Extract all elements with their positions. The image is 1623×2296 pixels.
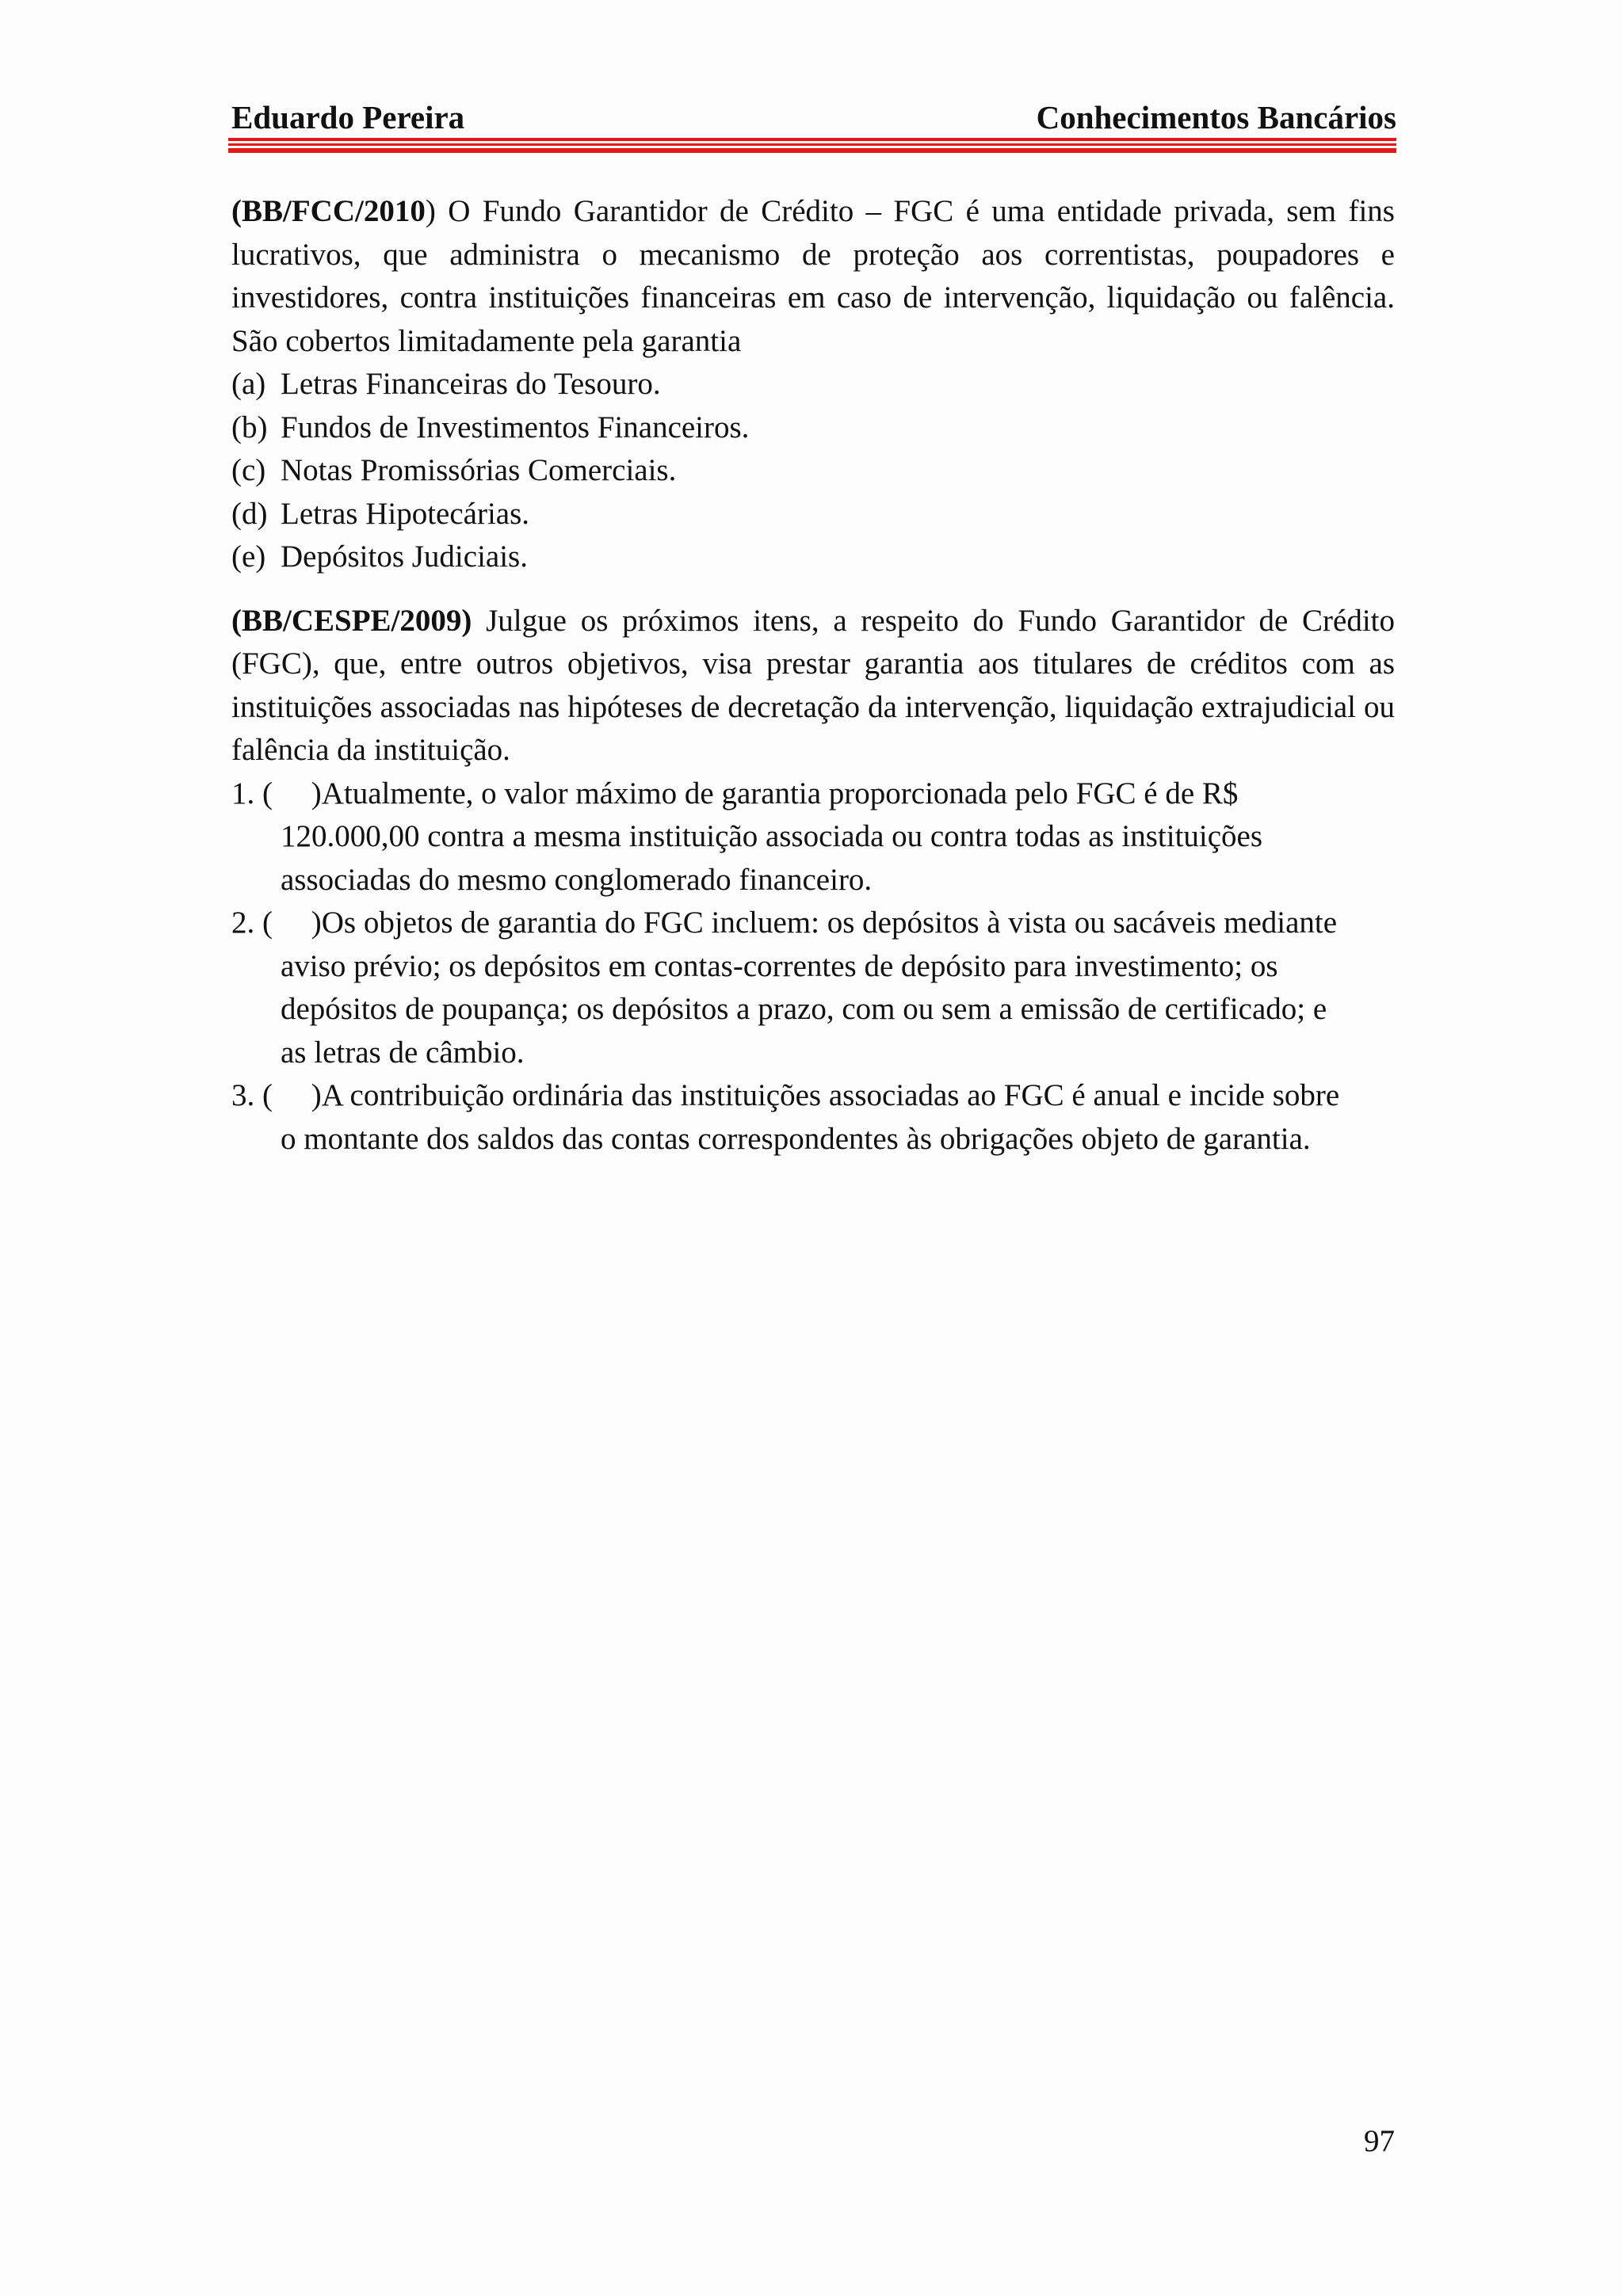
item-answer-blank: ) xyxy=(311,776,322,810)
option-letter: (d) xyxy=(231,496,268,531)
question-bb-cespe-2009 xyxy=(231,600,1395,1161)
item-number: 2. ( xyxy=(231,906,273,940)
item-number: 1. ( xyxy=(231,776,273,810)
page-number: 97 xyxy=(1364,2124,1395,2158)
option-letter: (b) xyxy=(231,410,268,444)
item-text: Os objetos de garantia do FGC incluem: os depósitos à vista ou sacáveis mediante aviso prévio; os depósitos em contas-correntes de depósito para investimento; os depósitos de poupança; os depósitos a prazo, com ou sem a emissão de certificado; e as letras de câmbio. xyxy=(281,906,1338,1070)
option-text: Depósitos Judiciais. xyxy=(281,540,528,574)
option-item xyxy=(231,363,1395,406)
option-text: Fundos de Investimentos Financeiros. xyxy=(281,410,750,444)
option-letter: (a) xyxy=(231,367,266,401)
option-letter: (e) xyxy=(231,540,266,574)
judgment-items xyxy=(231,772,1357,1161)
question-source: (BB/FCC/2010 xyxy=(231,194,426,228)
option-item xyxy=(231,536,1395,579)
page-content xyxy=(231,190,1395,1161)
item-answer-blank: ) xyxy=(311,1078,322,1112)
item-answer-blank: ) xyxy=(311,906,322,940)
option-text: Notas Promissórias Comerciais. xyxy=(281,453,677,487)
judgment-item xyxy=(231,902,1357,1074)
option-item xyxy=(231,493,1395,536)
header-subject: Conhecimentos Bancários xyxy=(1036,99,1396,135)
header-rule-bottom xyxy=(228,148,1396,153)
section-spacer xyxy=(231,579,1395,600)
question-text: ) O Fundo Garantidor de Crédito – FGC é uma entidade privada, sem fins lucrativos, que administra o mecanismo de proteção aos correntistas, poupadores e investidores, contra instituições financeiras em caso de intervenção, liquidação ou falência. São cobertos limitadamente pela garantia xyxy=(231,194,1395,358)
question-bb-fcc-2010 xyxy=(231,190,1395,579)
header-rule-top xyxy=(228,138,1396,141)
header-author: Eduardo Pereira xyxy=(231,99,465,135)
item-number: 3. ( xyxy=(231,1078,273,1112)
option-text: Letras Hipotecárias. xyxy=(281,496,530,531)
item-text: Atualmente, o valor máximo de garantia proporcionada pelo FGC é de R$ 120.000,00 contra a mesma instituição associada ou contra todas as instituições associadas do mesmo conglomerado financeiro. xyxy=(281,776,1263,897)
page-header xyxy=(231,93,1396,141)
item-text: A contribuição ordinária das instituições associadas ao FGC é anual e incide sobre o montante dos saldos das contas correspondentes às obrigações objeto de garantia. xyxy=(281,1078,1340,1156)
question-text: Julgue os próximos itens, a respeito do Fundo Garantidor de Crédito (FGC), que, entre outros objetivos, visa prestar garantia aos titulares de créditos com as instituições associadas nas hipóteses de decretação da intervenção, liquidação extrajudicial ou falência da instituição. xyxy=(231,603,1395,767)
question-source: (BB/CESPE/2009) xyxy=(231,603,472,638)
question-statement xyxy=(231,600,1395,772)
judgment-item xyxy=(231,772,1357,902)
option-item xyxy=(231,449,1395,493)
option-letter: (c) xyxy=(231,453,266,487)
question-statement xyxy=(231,190,1395,363)
option-text: Letras Financeiras do Tesouro. xyxy=(281,367,661,401)
judgment-item xyxy=(231,1074,1357,1161)
header-rule-middle xyxy=(228,143,1396,146)
option-item xyxy=(231,406,1395,450)
answer-options xyxy=(231,363,1395,579)
